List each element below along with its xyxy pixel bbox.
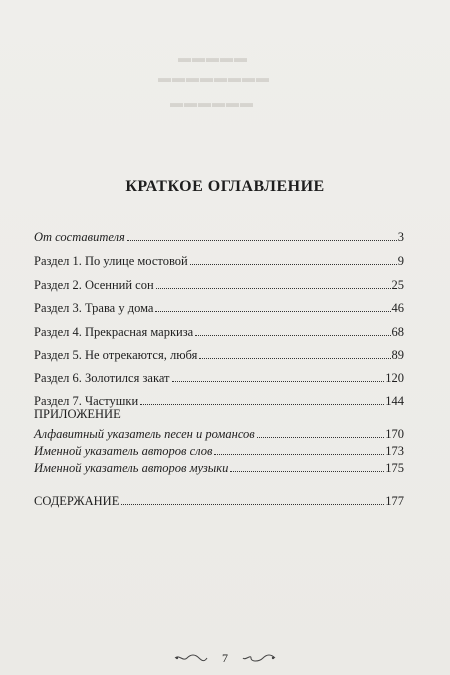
toc-entry-section-5[interactable] <box>34 344 404 362</box>
toc-entry-section-2[interactable] <box>34 274 404 292</box>
toc-entry-appendix-composers[interactable] <box>34 457 404 475</box>
leader-dots <box>155 311 390 312</box>
leader-dots <box>127 240 397 241</box>
leader-dots <box>172 381 385 382</box>
toc-entry-contents[interactable] <box>34 490 404 508</box>
toc-entry-label: Раздел 6. Золотился закат <box>34 371 170 385</box>
toc-entry-label: Именной указатель авторов слов <box>34 444 213 458</box>
page-title: КРАТКОЕ ОГЛАВЛЕНИЕ <box>125 178 325 195</box>
toc-entry-label: Раздел 1. По улице мостовой <box>34 254 188 268</box>
toc-entry-appendix-lyricists[interactable] <box>34 440 404 458</box>
scroll-ornament-icon <box>242 654 276 662</box>
toc-entry-page: 144 <box>385 394 404 408</box>
toc-entry-label: СОДЕРЖАНИЕ <box>34 494 120 508</box>
toc-entry-label: Раздел 7. Частушки <box>34 394 139 408</box>
toc-entry-section-3[interactable] <box>34 297 404 315</box>
toc-entry-page: 3 <box>397 230 404 244</box>
toc-entry-page: 89 <box>391 348 404 362</box>
show-through-text: ▬▬▬▬▬ <box>178 50 248 65</box>
toc-entry-section-1[interactable] <box>34 250 404 268</box>
toc-entry-page: 175 <box>385 461 404 475</box>
toc-entry-section-7[interactable] <box>34 390 404 408</box>
toc-entry-section-6[interactable] <box>34 367 404 385</box>
leader-dots <box>140 404 384 405</box>
toc-entry-page: 177 <box>385 494 404 508</box>
toc-entry-label: Раздел 4. Прекрасная маркиза <box>34 325 194 339</box>
toc-entry-page: 173 <box>385 444 404 458</box>
leader-dots <box>121 504 384 505</box>
toc-entry-section-4[interactable] <box>34 321 404 339</box>
toc-entry-appendix-songs[interactable] <box>34 423 404 441</box>
leader-dots <box>230 471 384 472</box>
toc-entry-page: 120 <box>385 371 404 385</box>
toc-entry-compiler[interactable] <box>34 226 404 244</box>
toc-entry-page: 68 <box>391 325 404 339</box>
leader-dots <box>195 335 390 336</box>
toc-entry-label: Алфавитный указатель песен и романсов <box>34 427 255 441</box>
toc-entry-label: Раздел 5. Не отрекаются, любя <box>34 348 198 362</box>
leader-dots <box>214 454 384 455</box>
show-through-text: ▬▬▬▬▬▬ <box>170 95 254 110</box>
toc-entry-page: 25 <box>391 278 404 292</box>
page-number: 7 <box>222 650 228 665</box>
leader-dots <box>199 358 390 359</box>
toc-entry-label: Раздел 3. Трава у дома <box>34 301 154 315</box>
leader-dots <box>156 288 391 289</box>
leader-dots <box>257 437 385 438</box>
toc-entry-page: 46 <box>391 301 404 315</box>
scroll-ornament-icon <box>174 654 208 662</box>
toc-entry-label: Именной указатель авторов музыки <box>34 461 229 475</box>
toc-entry-label: От составителя <box>34 230 125 244</box>
appendix-heading: ПРИЛОЖЕНИЕ <box>34 407 121 421</box>
toc-entry-page: 9 <box>397 254 404 268</box>
page-footer <box>0 650 450 666</box>
show-through-text: ▬▬▬▬▬▬▬▬ <box>158 70 270 85</box>
toc-entry-label: Раздел 2. Осенний сон <box>34 278 154 292</box>
toc-entry-page: 170 <box>385 427 404 441</box>
leader-dots <box>190 264 397 265</box>
